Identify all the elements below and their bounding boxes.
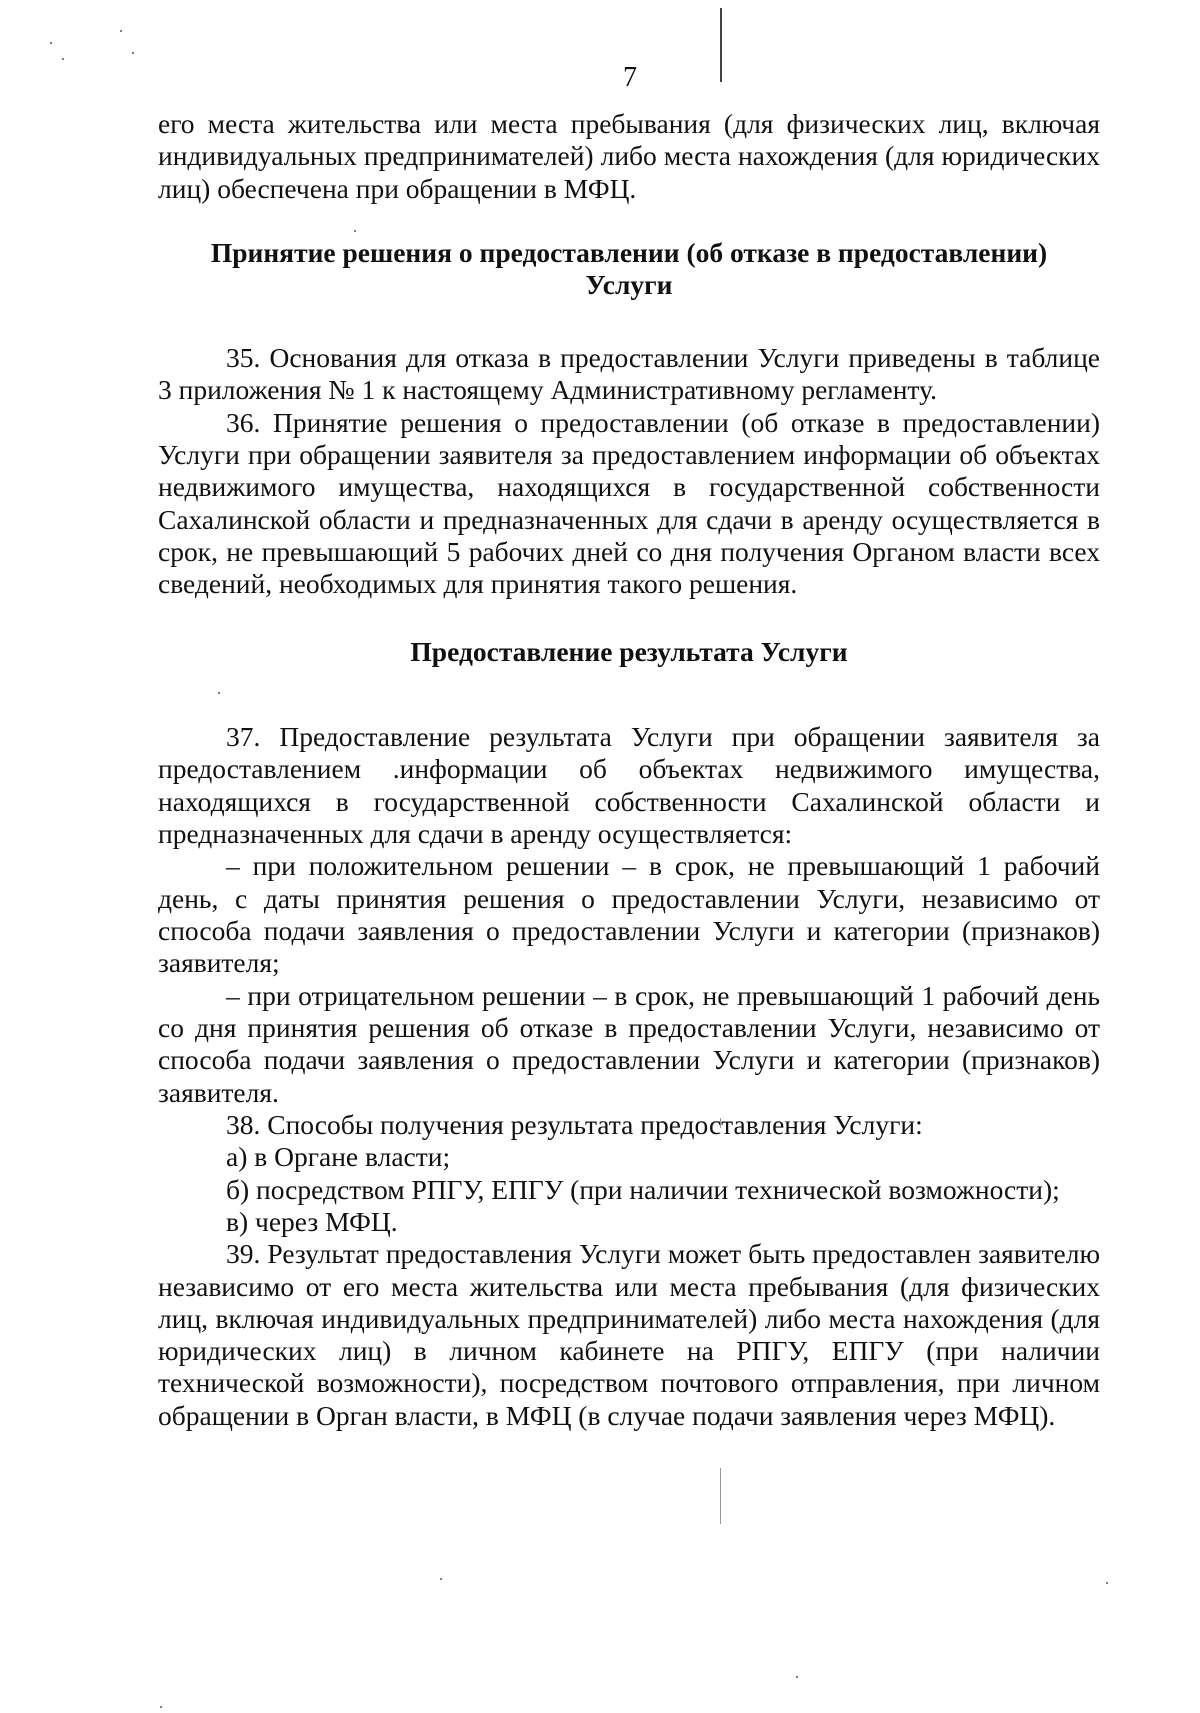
section-heading-decision xyxy=(158,237,1100,302)
paragraph-37: 37. Предоставление результата Услуги при обращении заявителя за предоставлением .информации об объектах недвижимого имущества, находящихся в государственной собственности Сахалинской области и предназначенных для сдачи в аренду осуществляется: xyxy=(158,720,1100,849)
paragraph-39: 39. Результат предоставления Услуги может быть предоставлен заявителю независимо от его места жительства или места пребывания (для физических лиц, включая индивидуальных предпринимателей) либо места нахождения (для юридических лиц) в личном кабинете на РПГУ, ЕПГУ (при наличии технической возможности), посредством почтового отправления, при личном обращении в Орган власти, в МФЦ (в случае подачи заявления через МФЦ). xyxy=(158,1238,1100,1431)
page-number: 7 xyxy=(623,62,637,93)
scan-artifact-dot xyxy=(50,42,52,44)
paragraph-38-b: б) посредством РПГУ, ЕПГУ (при наличии технической возможности); xyxy=(226,1173,1060,1205)
scan-artifact-dot xyxy=(120,30,122,32)
paragraph-35: 35. Основания для отказа в предоставлении Услуги приведены в таблице 3 приложения № 1 к настоящему Административному регламенту. xyxy=(158,341,1100,406)
paragraph-38-a: а) в Органе власти; xyxy=(226,1141,451,1173)
scan-artifact-line xyxy=(720,1468,721,1524)
scan-artifact-dot xyxy=(1106,1582,1108,1584)
section-heading-decision-line2: Услуги xyxy=(585,269,673,301)
paragraph-intro: его места жительства или места пребывания (для физических лиц, включая индивидуальных предпринимателей) либо места нахождения (для юридических лиц) обеспечена при обращении в МФЦ. xyxy=(158,108,1100,204)
scan-artifact-dot xyxy=(160,1706,162,1708)
paragraph-36: 36. Принятие решения о предоставлении (об отказе в предоставлении) Услуги при обращении заявителя за предоставлением информации об объектах недвижимого имущества, находящихся в государственной собственности Сахалинской области и предназначенных для сдачи в аренду осуществляется в срок, не превышающий 5 рабочих дней со дня получения Органом власти всех сведений, необходимых для принятия такого решения. xyxy=(158,406,1100,600)
scan-artifact-dot xyxy=(440,1578,442,1580)
section-heading-decision-line1: Принятие решения о предоставлении (об отказе в предоставлении) xyxy=(210,236,1048,268)
paragraph-37-positive: – при положительном решении – в срок, не превышающий 1 рабочий день, с даты принятия решения о предоставлении Услуги, независимо от способа подачи заявления о предоставлении Услуги и категории (признаков) заявителя; xyxy=(158,850,1100,979)
paragraph-37-negative: – при отрицательном решении – в срок, не превышающий 1 рабочий день со дня принятия решения об отказе в предоставлении Услуги, независимо от способа подачи заявления о предоставлении Услуги и категории (признаков) заявителя. xyxy=(158,979,1100,1108)
paragraph-38-c: в) через МФЦ. xyxy=(226,1205,398,1237)
paragraph-38: 38. Способы получения результата предоставления Услуги: xyxy=(226,1108,923,1140)
scan-artifact-dot xyxy=(796,1676,798,1678)
scan-artifact-dot xyxy=(132,52,134,54)
document-body xyxy=(158,108,1100,1432)
scan-artifact-dot xyxy=(62,58,64,60)
section-heading-result: Предоставление результата Услуги xyxy=(410,636,848,668)
